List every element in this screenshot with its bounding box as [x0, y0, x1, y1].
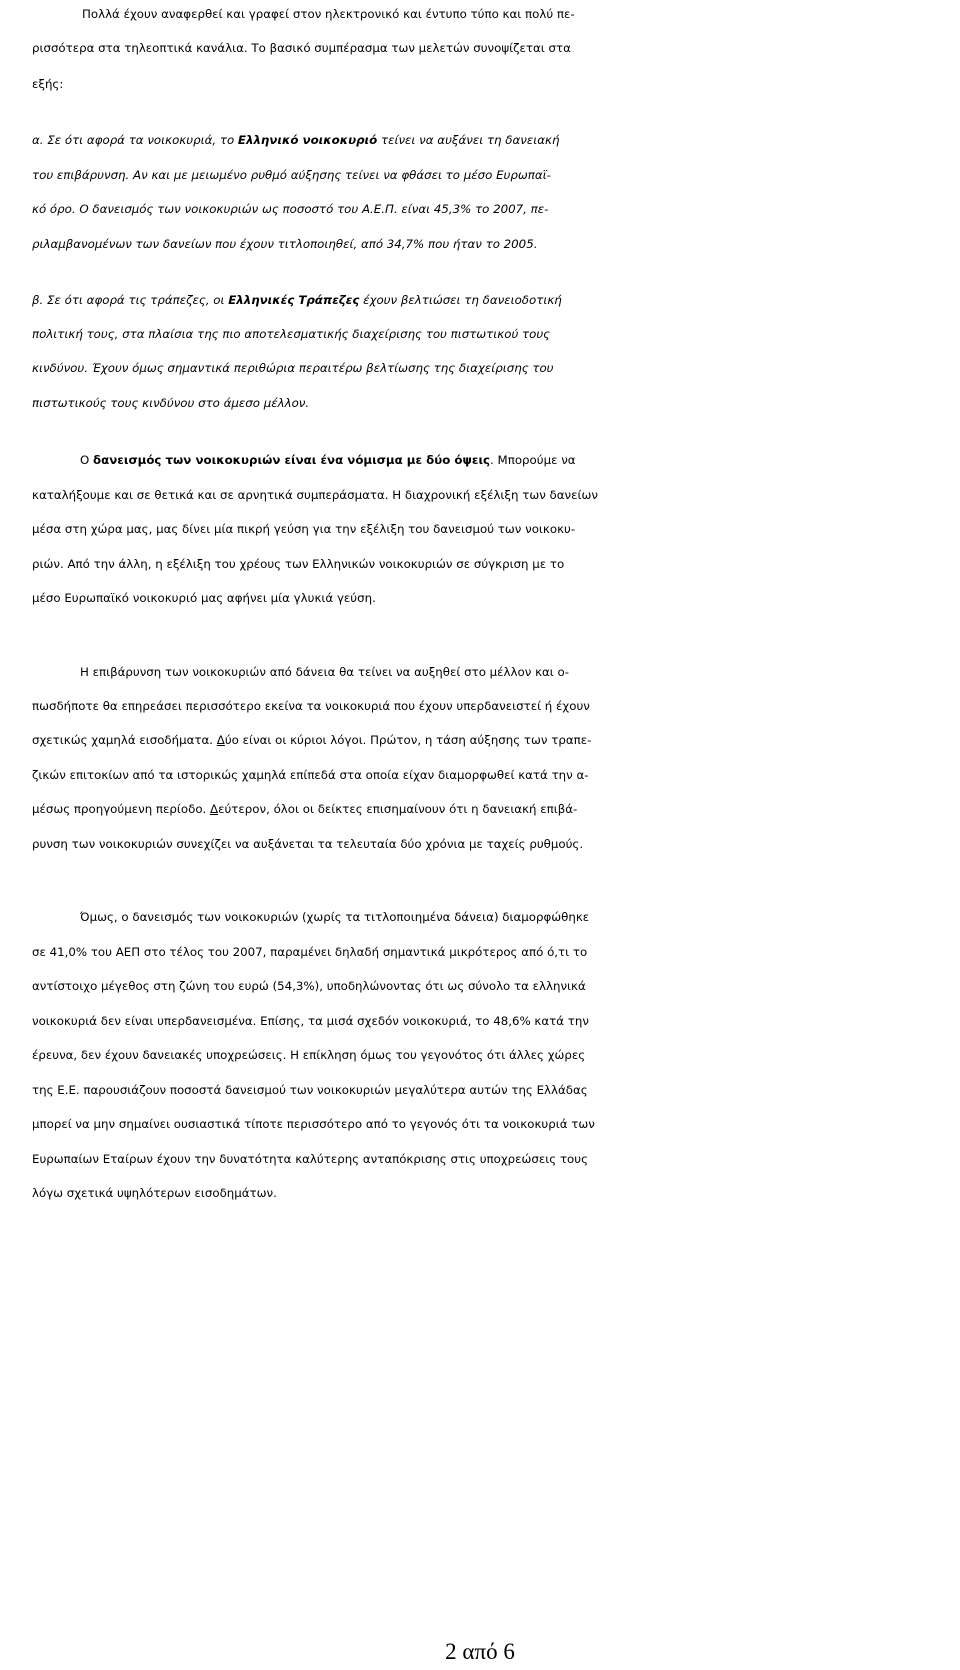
- item-a-line-1: α. Σε ότι αφορά τα νοικοκυριά, το Ελληνικό νοικοκυριό τείνει να αυξάνει τη δανειακή: [32, 133, 560, 147]
- para-c-line-4: ριών. Από την άλλη, η εξέλιξη του χρέους των Ελληνικών νοικοκυριών σε σύγκριση με το: [32, 557, 565, 571]
- intro-line-3: εξής:: [32, 77, 64, 91]
- para-d-line-1: Η επιβάρυνση των νοικοκυριών από δάνεια θα τείνει να αυξηθεί στο μέλλον και ο-: [80, 665, 570, 679]
- para-c-line-5: μέσο Ευρωπαϊκό νοικοκυριό μας αφήνει μία γλυκιά γεύση.: [32, 591, 376, 605]
- para-e-line-5: έρευνα, δεν έχουν δανειακές υποχρεώσεις. Η επίκληση όμως του γεγονότος ότι άλλες χώρες: [32, 1048, 586, 1062]
- para-d-line-2: πωσδήποτε θα επηρεάσει περισσότερο εκείνα τα νοικοκυριά που έχουν υπερδανειστεί ή έχουν: [32, 699, 590, 713]
- item-a-line-2: του επιβάρυνση. Αν και με μειωμένο ρυθμό αύξησης τείνει να φθάσει το μέσο Ευρωπαϊ-: [32, 168, 551, 182]
- para-d-line-3: σχετικώς χαμηλά εισοδήματα. Δύο είναι οι κύριοι λόγοι. Πρώτον, η τάση αύξησης των τραπε-: [32, 733, 592, 747]
- item-b-line-1: β. Σε ότι αφορά τις τράπεζες, οι Ελληνικές Τράπεζες έχουν βελτιώσει τη δανειοδοτική: [32, 293, 562, 307]
- intro-line-2: ρισσότερα στα τηλεοπτικά κανάλια. Το βασικό συμπέρασμα των μελετών συνοψίζεται στα: [32, 41, 571, 55]
- item-a-line-4: ριλαμβανομένων των δανείων που έχουν τιτλοποιηθεί, από 34,7% που ήταν το 2005.: [32, 237, 538, 251]
- item-a-line-3: κό όρο. Ο δανεισμός των νοικοκυριών ως ποσοστό του Α.Ε.Π. είναι 45,3% το 2007, πε-: [32, 202, 549, 216]
- para-e-line-6: της Ε.Ε. παρουσιάζουν ποσοστά δανεισμού των νοικοκυριών μεγαλύτερα αυτών της Ελλάδας: [32, 1083, 588, 1097]
- para-d-line-6: ρυνση των νοικοκυριών συνεχίζει να αυξάνεται τα τελευταία δύο χρόνια με ταχείς ρυθμούς.: [32, 837, 584, 851]
- para-d-line-5: μέσως προηγούμενη περίοδο. Δεύτερον, όλοι οι δείκτες επισημαίνουν ότι η δανειακή επιβά-: [32, 802, 578, 816]
- item-b-line-2: πολιτική τους, στα πλαίσια της πιο αποτελεσματικής διαχείρισης του πιστωτικού τους: [32, 327, 551, 341]
- para-e-line-1: Όμως, ο δανεισμός των νοικοκυριών (χωρίς τα τιτλοποιημένα δάνεια) διαμορφώθηκε: [80, 910, 590, 924]
- para-e-line-9: λόγω σχετικά υψηλότερων εισοδημάτων.: [32, 1186, 277, 1200]
- para-e-line-8: Ευρωπαίων Εταίρων έχουν την δυνατότητα καλύτερης ανταπόκρισης στις υποχρεώσεις τους: [32, 1152, 589, 1166]
- para-e-line-2: σε 41,0% του ΑΕΠ στο τέλος του 2007, παραμένει δηλαδή σημαντικά μικρότερος από ό,τι το: [32, 945, 588, 959]
- para-c-line-3: μέσα στη χώρα μας, μας δίνει μία πικρή γεύση για την εξέλιξη του δανεισμού των νοικοκυ-: [32, 522, 576, 536]
- para-e-line-4: νοικοκυριά δεν είναι υπερδανεισμένα. Επίσης, τα μισά σχεδόν νοικοκυριά, το 48,6% κατά την: [32, 1014, 589, 1028]
- para-c-line-1: Ο δανεισμός των νοικοκυριών είναι ένα νόμισμα με δύο όψεις. Μπορούμε να: [80, 453, 576, 467]
- para-c-line-2: καταλήξουμε και σε θετικά και σε αρνητικά συμπεράσματα. Η διαχρονική εξέλιξη των δανείων: [32, 488, 598, 502]
- page-number: 2 από 6: [445, 1639, 515, 1664]
- para-e-line-7: μπορεί να μην σημαίνει ουσιαστικά τίποτε περισσότερο από το γεγονός ότι τα νοικοκυριά των: [32, 1117, 595, 1131]
- intro-line-1: Πολλά έχουν αναφερθεί και γραφεί στον ηλεκτρονικό και έντυπο τύπο και πολύ πε-: [82, 7, 575, 21]
- para-d-line-4: ζικών επιτοκίων από τα ιστορικώς χαμηλά επίπεδά στα οποία είχαν διαμορφωθεί κατά την α-: [32, 768, 589, 782]
- item-b-line-3: κινδύνου. Έχουν όμως σημαντικά περιθώρια περαιτέρω βελτίωσης της διαχείρισης του: [32, 361, 554, 375]
- para-e-line-3: αντίστοιχο μέγεθος στη ζώνη του ευρώ (54,3%), υποδηλώνοντας ότι ως σύνολο τα ελληνικά: [32, 979, 586, 993]
- item-b-line-4: πιστωτικούς τους κινδύνου στο άμεσο μέλλον.: [32, 396, 310, 410]
